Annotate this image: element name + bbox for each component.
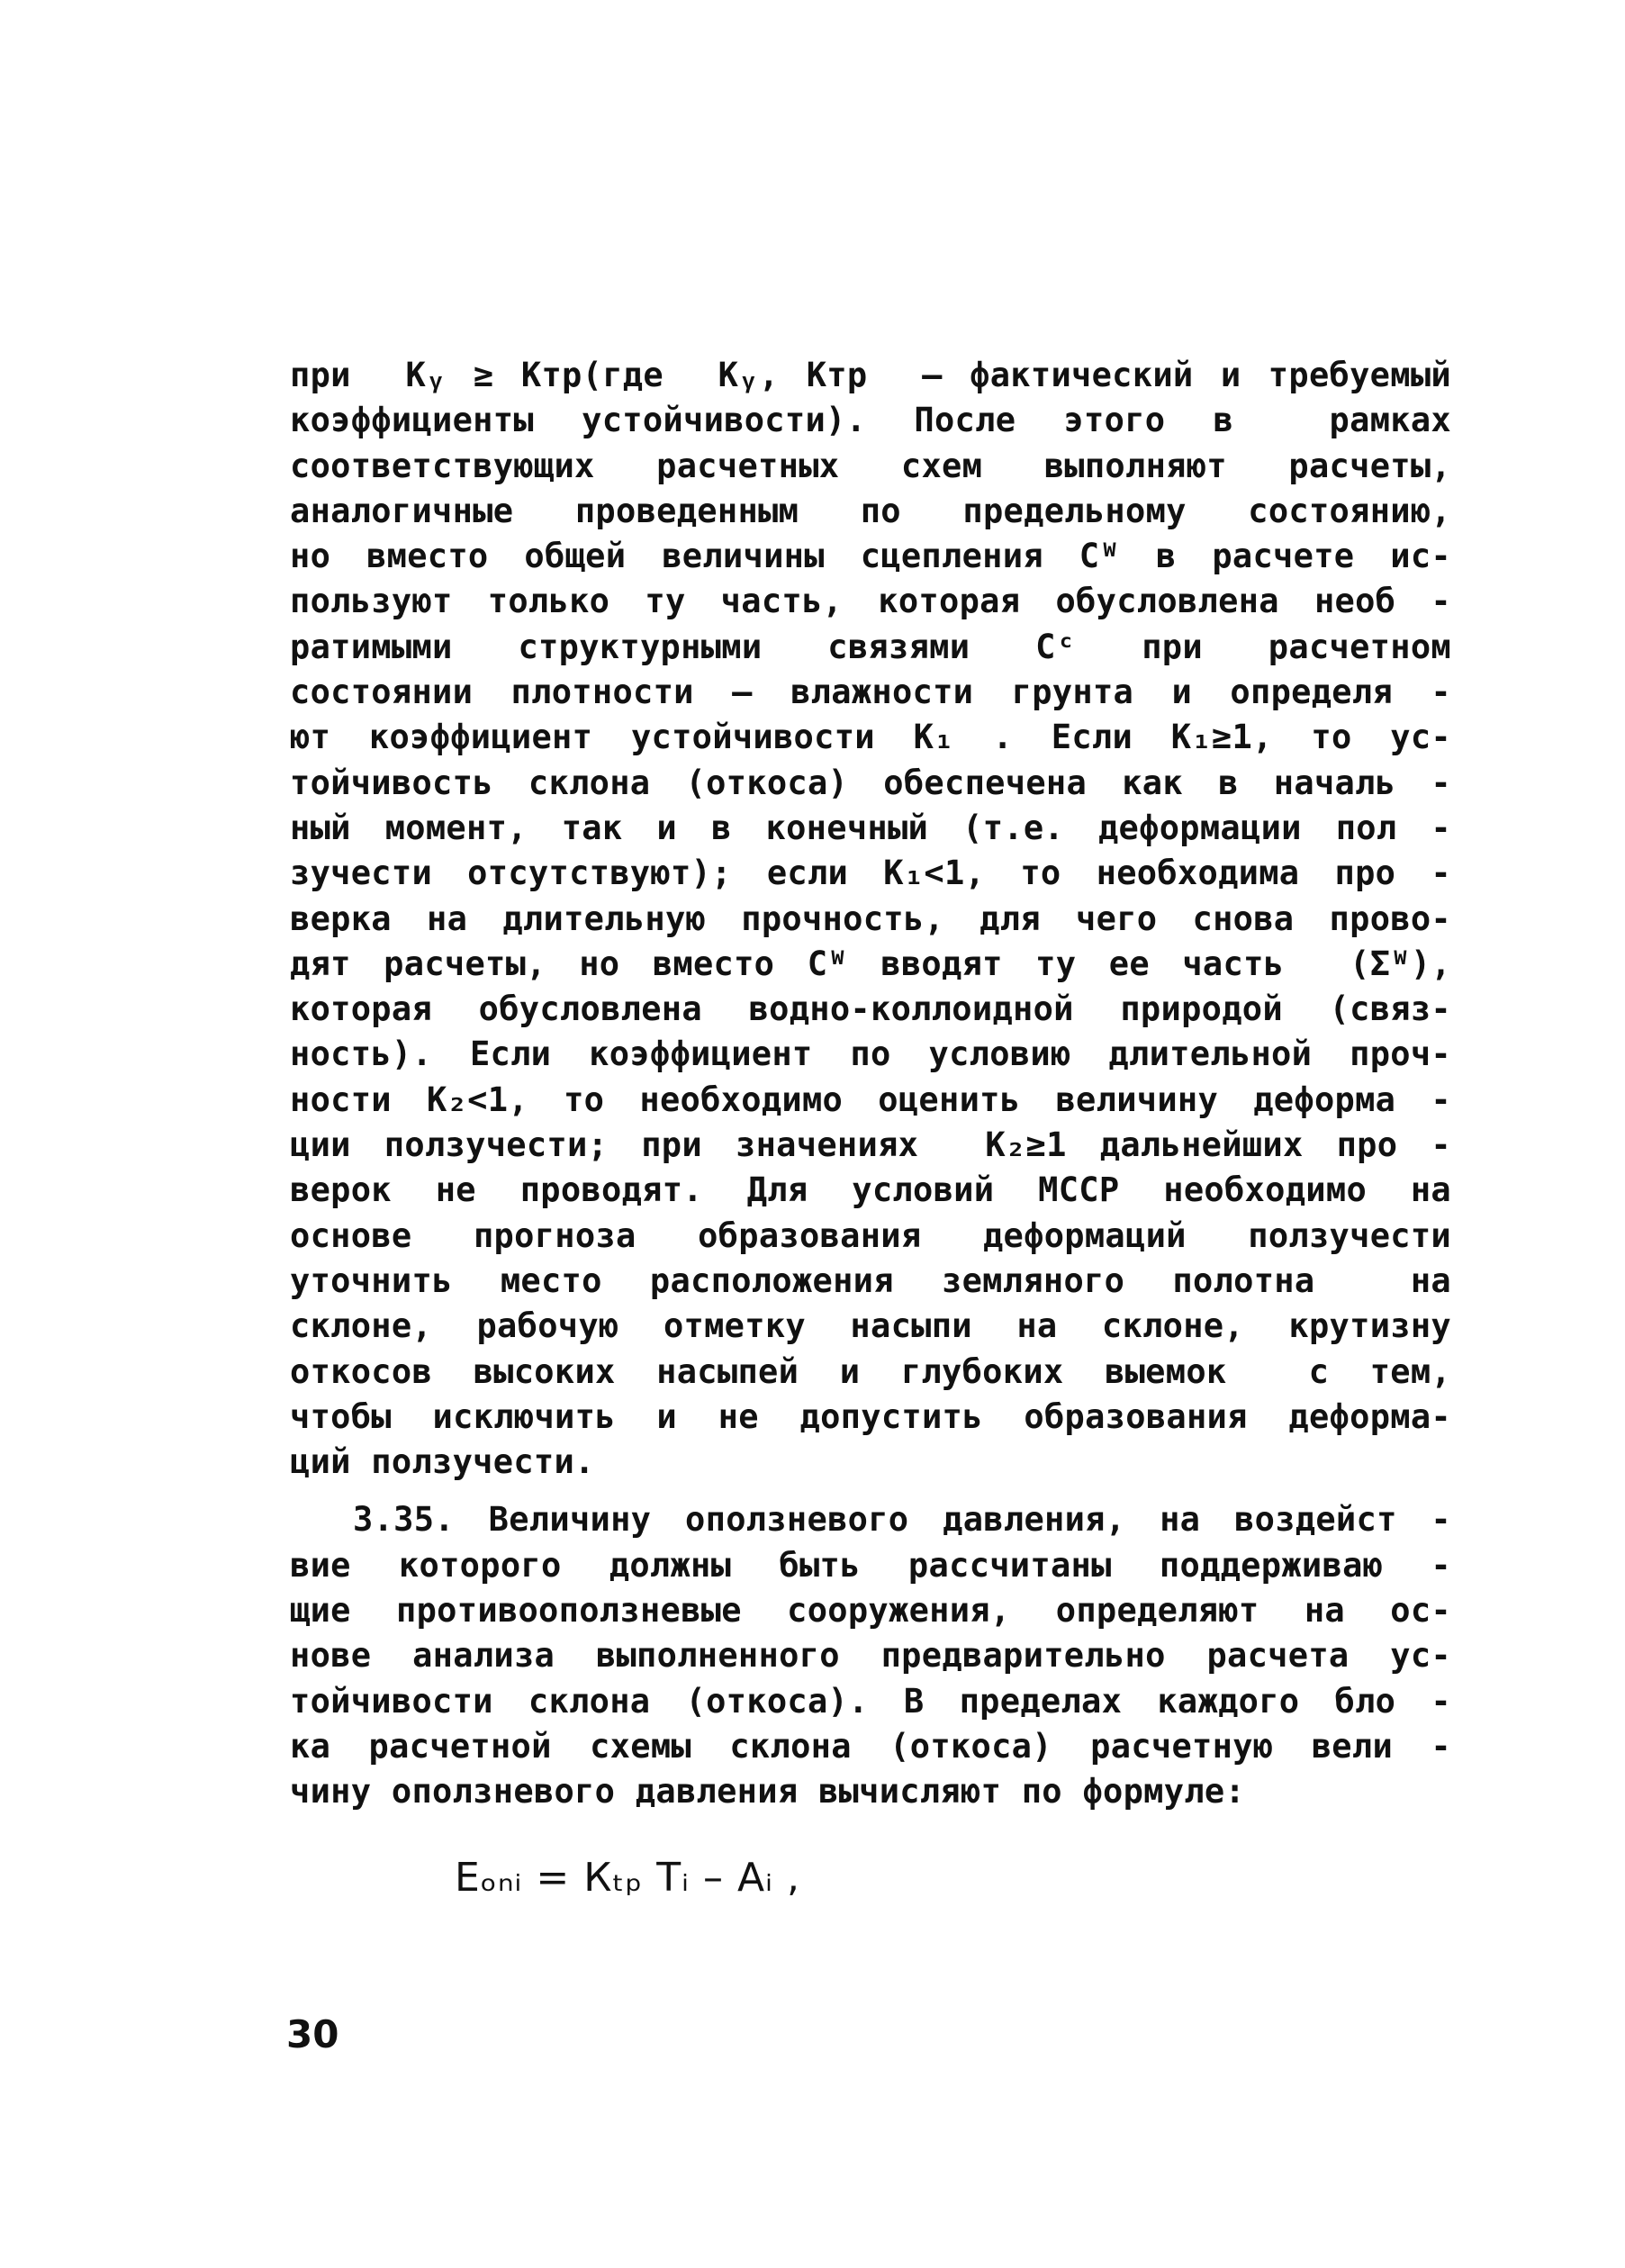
text-line: щие противооползневые сооружения, определяют на ос- <box>290 1591 1451 1631</box>
text-line: уточнить место расположения земляного полотна на <box>290 1261 1451 1300</box>
text-line: тойчивости склона (откоса). В пределах каждого бло - <box>290 1681 1451 1721</box>
text-line: которая обусловлена водно-коллоидной природой (связ- <box>290 989 1451 1029</box>
text-line: основе прогноза образования деформаций ползучести <box>290 1215 1451 1255</box>
text-line: коэффициенты устойчивости). После этого в рамках <box>290 401 1451 440</box>
text-line: ный момент, так и в конечный (т.е. деформации пол - <box>290 808 1451 847</box>
text-line: ность). Если коэффициент по условию длительной проч- <box>290 1035 1451 1074</box>
text-line: при Кᵧ ≥ Ктр(где Кᵧ, Ктр – фактический и требуемый <box>290 356 1451 394</box>
text-line: дят расчеты, но вместо Cᵂ вводят ту ее часть (Σᵂ), <box>290 944 1451 983</box>
body-text <box>290 353 1451 1815</box>
paragraph-gap <box>290 1485 1451 1497</box>
text-line: вие которого должны быть рассчитаны поддерживаю - <box>290 1545 1451 1585</box>
text-line: чтобы исключить и не допустить образования деформа- <box>290 1396 1451 1436</box>
text-line: пользуют только ту часть, которая обусловлена необ - <box>290 582 1451 621</box>
text-line: тойчивость склона (откоса) обеспечена как в началь - <box>290 763 1451 802</box>
text-line: склоне, рабочую отметку насыпи на склоне, крутизну <box>290 1306 1451 1346</box>
text-line: но вместо общей величины сцепления Cᵂ в расчете ис- <box>290 537 1451 576</box>
text-line: зучести отсутствуют); если К₁<1, то необходима про - <box>290 854 1451 893</box>
text-line: соответствующих расчетных схем выполняют расчеты, <box>290 446 1451 485</box>
paragraph-1 <box>290 353 1451 1485</box>
text-line: аналогичные проведенным по предельному состоянию, <box>290 491 1451 530</box>
text-line: верок не проводят. Для условий МССР необходимо на <box>290 1170 1451 1210</box>
text-line: ка расчетной схемы склона (откоса) расчетную вели - <box>290 1726 1451 1766</box>
formula: Eₒₙᵢ = Кₜₚ Tᵢ – Aᵢ , <box>455 1855 800 1901</box>
text-line: ций ползучести. <box>290 1442 595 1482</box>
text-line: состоянии плотности – влажности грунта и определя - <box>290 673 1451 712</box>
paragraph-2 <box>290 1497 1451 1814</box>
text-line: ют коэффициент устойчивости К₁ . Если К₁≥1, то ус- <box>290 718 1451 757</box>
page-number: 30 <box>286 2012 339 2056</box>
text-line: ратимыми структурными связями Cᶜ при расчетном <box>290 627 1451 666</box>
text-line: ции ползучести; при значениях К₂≥1 дальнейших про - <box>290 1125 1451 1165</box>
section-heading-line: 3.35. Величину оползневого давления, на воздейст - <box>353 1500 1451 1540</box>
text-line: нове анализа выполненного предварительно расчета ус- <box>290 1636 1451 1676</box>
text-line: откосов высоких насыпей и глубоких выемок с тем, <box>290 1351 1451 1391</box>
text-line: ности К₂<1, то необходимо оценить величину деформа - <box>290 1080 1451 1119</box>
text-line: верка на длительную прочность, для чего снова прово- <box>290 899 1451 938</box>
text-line: чину оползневого давления вычисляют по формуле: <box>290 1772 1246 1812</box>
